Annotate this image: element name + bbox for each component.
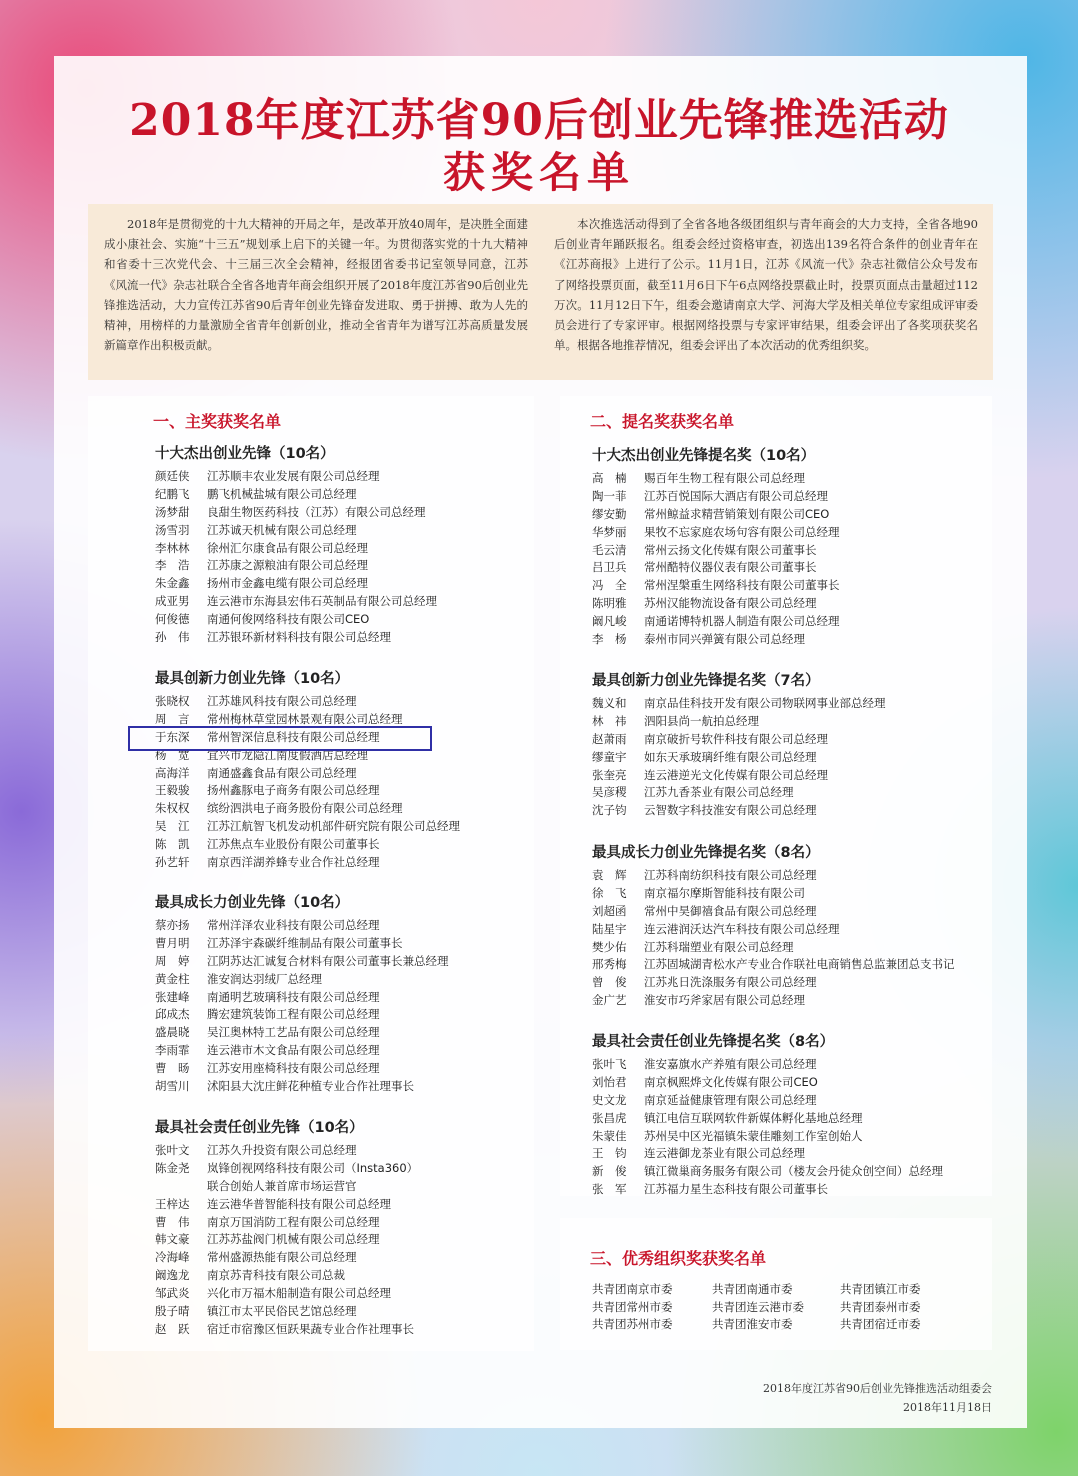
section1-group-list: [155, 917, 449, 1096]
org-name: 共青团泰州市委: [840, 1299, 921, 1314]
entry-name: 朱蒙佳: [592, 1128, 627, 1143]
entry-name: 吴彦稷: [592, 785, 627, 800]
entry-name: 金广艺: [592, 993, 627, 1008]
entry-name: 张叶文: [155, 1143, 190, 1157]
entry-name: 李雨霏: [155, 1043, 190, 1058]
entry-name: 张奎亮: [592, 767, 627, 782]
entry-title: 连云港御龙茶业有限公司总经理: [644, 1146, 805, 1161]
award-entry: [592, 713, 886, 731]
entry-title: 连云港市东海县宏伟石英制品有限公司总经理: [207, 594, 437, 609]
entry-title: 南通明艺玻璃科技有限公司总经理: [207, 989, 380, 1004]
entry-title: 兴化市万福木船制造有限公司总经理: [207, 1286, 391, 1301]
section1-group-title: 最具成长力创业先锋（10名）: [155, 895, 350, 911]
entry-title: 江苏兆日洗涤服务有限公司总经理: [644, 975, 817, 990]
entry-title: 南京破折号软件科技有限公司总经理: [644, 731, 828, 746]
entry-title: 南京西洋湖养蜂专业合作社总经理: [207, 855, 380, 870]
entry-name: 邹武炎: [155, 1286, 190, 1301]
award-entry: [592, 784, 886, 802]
entry-title: 淮安嘉旗水产养殖有限公司总经理: [644, 1057, 817, 1071]
award-entry: [155, 1060, 449, 1078]
entry-title: 泰州市同兴弹簧有限公司总经理: [644, 632, 805, 647]
award-entry: [155, 1042, 449, 1060]
entry-title: 南通诺博特机器人制造有限公司总经理: [644, 614, 840, 629]
intro-box: [88, 204, 993, 380]
entry-name: 汤雪羽: [155, 522, 190, 537]
award-entry: [155, 1231, 418, 1249]
award-entry: [592, 974, 955, 992]
entry-title: 扬州鑫豚电子商务有限公司总经理: [207, 783, 380, 798]
entry-title: 果牧不忘家庭农场句容有限公司总经理: [644, 524, 840, 539]
entry-title: 鹏飞机械盐城有限公司总经理: [207, 486, 357, 501]
entry-title: 苏州汉能物流设备有限公司总经理: [644, 596, 817, 611]
section1-group-title: 十大杰出创业先锋（10名）: [155, 446, 335, 462]
section2-group-list: [592, 695, 886, 820]
entry-name: 樊少佑: [592, 939, 627, 954]
org-name: 共青团淮安市委: [712, 1317, 793, 1332]
entry-title: 常州云扬文化传媒有限公司董事长: [644, 542, 817, 557]
section2-heading: 二、提名奖获奖名单: [590, 412, 735, 431]
entry-title: 宜兴市龙隐江南度假酒店总经理: [207, 747, 368, 762]
entry-title: 江苏科南纺织科技有限公司总经理: [644, 868, 817, 882]
entry-name: 韩文豪: [155, 1232, 190, 1247]
entry-title: 南通盛鑫食品有限公司总经理: [207, 765, 357, 780]
entry-name: 陈金尧: [155, 1160, 190, 1175]
section1-heading: 一、主奖获奖名单: [153, 412, 282, 431]
award-entry: [155, 693, 460, 711]
entry-title: 南通何俊网络科技有限公司CEO: [207, 612, 370, 627]
entry-title: 徐州汇尔康食品有限公司总经理: [207, 540, 368, 555]
entry-name: 高海洋: [155, 765, 190, 780]
section2-group-title: 十大杰出创业先锋提名奖（10名）: [592, 448, 816, 464]
org-name: 共青团镇江市委: [840, 1282, 921, 1296]
entry-title: 连云港逆光文化传媒有限公司总经理: [644, 767, 828, 782]
entry-title: 江苏顺丰农业发展有限公司总经理: [207, 469, 380, 483]
award-entry: [155, 575, 437, 593]
entry-title: 赐百年生物工程有限公司总经理: [644, 471, 805, 485]
entry-name: 陈 凯: [155, 837, 190, 852]
entry-title: 江苏福力星生态科技有限公司董事长: [644, 1182, 828, 1197]
entry-title: 云智数字科技淮安有限公司总经理: [644, 803, 817, 818]
entry-name: 阚逸龙: [155, 1268, 190, 1283]
entry-name: 于东深: [155, 729, 190, 744]
award-entry: [155, 468, 437, 486]
award-entry: [592, 939, 955, 957]
entry-name: 刘怡君: [592, 1074, 627, 1089]
entry-title: 常州酷特仪器仪表有限公司董事长: [644, 560, 817, 575]
section1-group-list: [155, 1142, 418, 1339]
award-entry: [155, 486, 437, 504]
section3-heading: 三、优秀组织奖获奖名单: [590, 1249, 767, 1268]
intro-paragraph-left: 2018年是贯彻党的十九大精神的开局之年，是改革开放40周年，是决胜全面建成小康社会、实施“十三五”规划承上启下的关键一年。为贯彻落实党的十九大精神和省委十三次党代会、十三届三次全会精神，经报团省委书记室领导同意，江苏《风流一代》杂志社联合全省各地青年商会组织开展了2018年度江苏省90后创业先锋推选活动，大力宣传江苏省90后青年创业先锋奋发进取、勇于拼搏、敢为人先的精神，用榜样的力量激励全省青年创新创业，推动全省青年为谱写江苏高质量发展新篇章作出积极贡献。: [104, 217, 528, 353]
entry-title: 良甜生物医药科技（江苏）有限公司总经理: [207, 504, 426, 519]
award-entry: [155, 1078, 449, 1096]
entry-name: 缪童宇: [592, 749, 627, 764]
award-entry: [155, 1024, 449, 1042]
section1-group-list: [155, 468, 437, 647]
entry-name: 曹 伟: [155, 1214, 190, 1229]
award-entry: [155, 953, 449, 971]
section2-group-list: [592, 867, 955, 1010]
award-entry: [155, 540, 437, 558]
entry-name: 陆星宇: [592, 921, 627, 936]
entry-name: 沈子钧: [592, 803, 627, 818]
entry-title: 南京枫熙烨文化传媒有限公司CEO: [644, 1074, 818, 1089]
entry-name: 吕卫兵: [592, 560, 627, 575]
award-entry: [592, 695, 886, 713]
award-entry: [155, 557, 437, 575]
award-entry: [155, 917, 449, 935]
award-entry: [155, 1142, 418, 1160]
entry-title: 江阴苏达汇诚复合材料有限公司董事长兼总经理: [207, 953, 449, 968]
entry-title: 常州中昊御禧食品有限公司总经理: [644, 903, 817, 918]
entry-name: 张叶飞: [592, 1057, 627, 1071]
entry-name: 邱成杰: [155, 1007, 190, 1022]
entry-title: 泗阳县尚一航拍总经理: [644, 713, 759, 728]
entry-name: 林 祎: [592, 713, 627, 728]
entry-title: 南京品佳科技开发有限公司物联网事业部总经理: [644, 696, 886, 710]
entry-title: 江苏科瑞塑业有限公司总经理: [644, 939, 794, 954]
award-entry: [155, 1285, 418, 1303]
award-entry: [155, 629, 437, 647]
award-entry: [155, 1321, 418, 1339]
award-entry: [155, 989, 449, 1007]
entry-name: 朱金鑫: [155, 576, 190, 591]
entry-name: 王 钧: [592, 1146, 627, 1161]
entry-name: 黄金柱: [155, 971, 190, 986]
section2-group-list: [592, 1056, 943, 1199]
entry-name: 新 俊: [592, 1164, 627, 1179]
entry-title: 常州涅槃重生网络科技有限公司董事长: [644, 578, 840, 593]
entry-name: 朱权权: [155, 801, 190, 816]
award-entry: [592, 524, 840, 542]
award-entry: [155, 593, 437, 611]
entry-title: 南京万国消防工程有限公司总经理: [207, 1214, 380, 1229]
entry-name: 颜廷侠: [155, 469, 190, 483]
poster-title: 2018年度江苏省90后创业先锋推选活动: [129, 95, 949, 146]
award-entry: [592, 1110, 943, 1128]
entry-name: 成亚男: [155, 594, 190, 609]
award-entry: [592, 1163, 943, 1181]
intro-paragraph-right: 本次推选活动得到了全省各地各级团组织与青年商会的大力支持，全省各地90后创业青年踊跃报名。组委会经过资格审查，初选出139名符合条件的创业青年在《江苏商报》上进行了公示。11月1日，江苏《风流一代》杂志社微信公众号发布了网络投票页面，截至11月6日下午6点网络投票截止时，投票页面点击量超过112万次。11月12日下午，组委会邀请南京大学、河海大学及相关单位专家组成评审委员会进行了专家评审。根据网络投票与专家评审结果，组委会评出了各奖项获奖名单。根据各地推荐情况，组委会评出了本次活动的优秀组织奖。: [554, 217, 978, 353]
award-entry: [592, 767, 886, 785]
entry-name: 盛晨晓: [155, 1025, 190, 1040]
entry-title: 连云港华普智能科技有限公司总经理: [207, 1196, 391, 1211]
entry-title: 如东天承玻璃纤维有限公司总经理: [644, 749, 817, 764]
entry-title: 常州洋泽农业科技有限公司总经理: [207, 918, 380, 932]
award-entry: [592, 1181, 943, 1199]
award-entry: [592, 802, 886, 820]
entry-title: 江苏百悦国际大酒店有限公司总经理: [644, 488, 828, 503]
entry-name: 邢秀梅: [592, 957, 627, 972]
award-entry: [592, 506, 840, 524]
entry-name: 李 杨: [592, 632, 627, 647]
award-entry: [155, 1178, 418, 1196]
award-entry: [155, 504, 437, 522]
award-entry: [592, 1128, 943, 1146]
entry-title: 江苏银环新材料科技有限公司总经理: [207, 630, 391, 645]
entry-name: 魏义和: [592, 696, 627, 710]
award-entry: [592, 867, 955, 885]
entry-name: 王毅骏: [155, 783, 190, 798]
award-entry: [592, 542, 840, 560]
entry-name: 吴 江: [155, 819, 190, 834]
entry-name: 张建峰: [155, 989, 190, 1004]
section1-group-list: [155, 693, 460, 872]
award-entry: [592, 885, 955, 903]
entry-name: 曹月明: [155, 935, 190, 950]
org-name: 共青团南通市委: [712, 1282, 793, 1296]
award-entry: [155, 836, 460, 854]
award-entry: [592, 903, 955, 921]
entry-name: 陈明雅: [592, 596, 627, 611]
entry-title: 江苏泽宇森碳纤维制品有限公司董事长: [207, 935, 403, 950]
award-entry: [155, 1006, 449, 1024]
section2-group-list: [592, 470, 840, 649]
entry-name: 殷子晴: [155, 1304, 190, 1319]
entry-title: 江苏固城湖青松水产专业合作联社电商销售总监兼团总支书记: [644, 957, 955, 972]
entry-name: 杨 宽: [155, 747, 190, 762]
entry-name: 何俊德: [155, 612, 190, 627]
entry-name: 阚凡峻: [592, 614, 627, 629]
award-entry: [592, 488, 840, 506]
entry-title: 常州梅林草堂园林景观有限公司总经理: [207, 711, 403, 726]
award-entry: [592, 731, 886, 749]
entry-title: 南京延益健康管理有限公司总经理: [644, 1092, 817, 1107]
section1-group-title: 最具创新力创业先锋（10名）: [155, 671, 350, 687]
entry-title: 南京福尔摩斯智能科技有限公司: [644, 885, 805, 900]
entry-title: 淮安润达羽绒厂总经理: [207, 971, 322, 986]
entry-name: 刘超函: [592, 903, 627, 918]
entry-name: 曹 旸: [155, 1061, 190, 1076]
entry-name: 周 婷: [155, 953, 190, 968]
award-entry: [155, 522, 437, 540]
entry-title: 扬州市金鑫电缆有限公司总经理: [207, 576, 368, 591]
entry-name: 曾 俊: [592, 975, 627, 990]
entry-title: 江苏苏盐阀门机械有限公司总经理: [207, 1232, 380, 1247]
entry-name: 纪鹏飞: [155, 486, 190, 501]
award-entry: [155, 1303, 418, 1321]
entry-title: 沭阳县大沈庄鲜花种植专业合作社理事长: [207, 1079, 414, 1094]
entry-title: 江苏久升投资有限公司总经理: [207, 1143, 357, 1157]
award-entry: [155, 1267, 418, 1285]
award-entry: [592, 992, 955, 1010]
entry-name: 张 军: [592, 1182, 627, 1197]
entry-name: 孙艺轩: [155, 855, 190, 870]
award-entry: [592, 559, 840, 577]
entry-name: 徐 飞: [592, 885, 627, 900]
entry-title: 江苏诚天机械有限公司总经理: [207, 522, 357, 537]
award-entry: [592, 631, 840, 649]
entry-title: 腾宏建筑装饰工程有限公司总经理: [207, 1007, 380, 1022]
org-name: 共青团连云港市委: [712, 1299, 804, 1314]
entry-title: 常州盛源热能有限公司总经理: [207, 1250, 357, 1265]
entry-title: 镇江电信互联网软件新媒体孵化基地总经理: [644, 1110, 863, 1125]
entry-name: 赵萧雨: [592, 731, 627, 746]
award-entry: [155, 971, 449, 989]
award-entry: [592, 1074, 943, 1092]
entry-title: 联合创始人兼首席市场运营官: [207, 1178, 357, 1193]
entry-name: 毛云清: [592, 542, 627, 557]
footer-date: 2018年11月18日: [903, 1401, 992, 1414]
award-entry: [592, 595, 840, 613]
entry-title: 江苏江航智飞机发动机部件研究院有限公司总经理: [207, 819, 460, 834]
entry-name: 张昌虎: [592, 1110, 627, 1125]
award-entry: [155, 1214, 418, 1232]
entry-title: 连云港市木文食品有限公司总经理: [207, 1043, 380, 1058]
award-entry: [592, 956, 955, 974]
entry-name: 王梓达: [155, 1196, 190, 1211]
award-entry: [592, 749, 886, 767]
entry-title: 吴江奥林特工艺品有限公司总经理: [207, 1025, 380, 1040]
award-entry: [155, 1196, 418, 1214]
award-entry: [592, 613, 840, 631]
org-name: 共青团宿迁市委: [840, 1317, 921, 1332]
entry-name: 陶一菲: [592, 488, 627, 503]
entry-title: 江苏焦点车业股份有限公司董事长: [207, 837, 380, 852]
entry-name: 史文龙: [592, 1092, 627, 1107]
entry-title: 缤纷泗洪电子商务股份有限公司总经理: [207, 801, 403, 816]
entry-title: 江苏雄风科技有限公司总经理: [207, 694, 357, 708]
entry-title: 江苏九香茶业有限公司总经理: [644, 785, 794, 800]
entry-name: 张晓权: [155, 694, 190, 708]
highlight-box: [128, 726, 432, 751]
entry-title: 江苏安用座椅科技有限公司总经理: [207, 1061, 380, 1076]
entry-title: 岚锋创视网络科技有限公司（Insta360）: [207, 1160, 419, 1175]
award-entry: [155, 935, 449, 953]
award-entry: [155, 1160, 418, 1178]
award-entry: [155, 765, 460, 783]
award-entry: [592, 1056, 943, 1074]
entry-name: 蔡亦扬: [155, 918, 190, 932]
entry-name: 高 楠: [592, 471, 627, 485]
award-entry: [592, 921, 955, 939]
entry-name: 缪安勤: [592, 506, 627, 521]
entry-title: 镇江微巢商务服务有限公司（楼友会丹徒众创空间）总经理: [644, 1164, 943, 1179]
section2-group-title: 最具社会责任创业先锋提名奖（8名）: [592, 1034, 835, 1050]
entry-name: 袁 辉: [592, 868, 627, 882]
entry-name: 周 言: [155, 711, 190, 726]
award-entry: [592, 1145, 943, 1163]
section1-group-title: 最具社会责任创业先锋（10名）: [155, 1120, 364, 1136]
award-entry: [155, 782, 460, 800]
award-entry: [155, 1249, 418, 1267]
entry-title: 常州智深信息科技有限公司总经理: [207, 729, 380, 744]
entry-name: 汤梦甜: [155, 504, 190, 519]
entry-name: 冷海峰: [155, 1250, 190, 1265]
section2-group-title: 最具创新力创业先锋提名奖（7名）: [592, 673, 820, 689]
entry-name: 赵 跃: [155, 1321, 190, 1336]
entry-title: 苏州吴中区光福镇朱蒙佳雕刻工作室创始人: [644, 1128, 863, 1143]
org-name: 共青团常州市委: [592, 1299, 673, 1314]
award-entry: [155, 800, 460, 818]
entry-title: 淮安市巧斧家居有限公司总经理: [644, 993, 805, 1008]
entry-title: 常州鲸益求精营销策划有限公司CEO: [644, 506, 830, 521]
award-entry: [592, 577, 840, 595]
org-name: 共青团南京市委: [592, 1282, 673, 1296]
entry-name: 李林林: [155, 540, 190, 555]
entry-name: 李 浩: [155, 558, 190, 573]
award-entry: [155, 611, 437, 629]
poster-subtitle: 获奖名单: [442, 148, 635, 197]
section2-group-title: 最具成长力创业先锋提名奖（8名）: [592, 845, 820, 861]
award-entry: [155, 854, 460, 872]
award-entry: [592, 1092, 943, 1110]
entry-title: 南京苏青科技有限公司总裁: [207, 1268, 345, 1283]
entry-title: 镇江市太平民俗民艺馆总经理: [207, 1304, 357, 1319]
award-entry: [592, 470, 840, 488]
entry-title: 江苏康之源粮油有限公司总经理: [207, 558, 368, 573]
award-entry: [155, 818, 460, 836]
org-name: 共青团苏州市委: [592, 1317, 673, 1332]
entry-name: 孙 伟: [155, 630, 190, 645]
entry-title: 宿迁市宿豫区恒跃果蔬专业合作社理事长: [207, 1321, 414, 1336]
footer-organizer: 2018年度江苏省90后创业先锋推选活动组委会: [763, 1382, 992, 1395]
entry-name: 胡雪川: [155, 1079, 190, 1094]
entry-title: 连云港润沃达汽车科技有限公司总经理: [644, 921, 840, 936]
entry-name: 冯 全: [592, 578, 627, 593]
entry-name: 华梦丽: [592, 524, 627, 539]
